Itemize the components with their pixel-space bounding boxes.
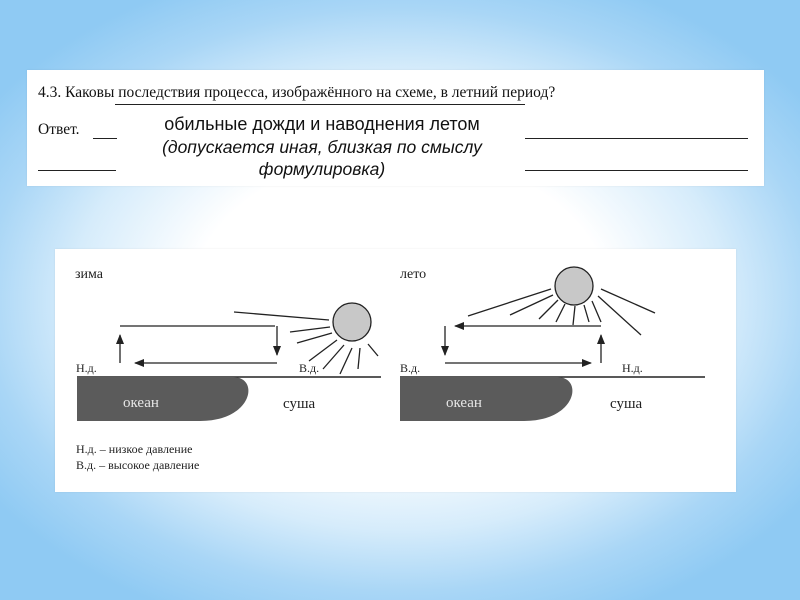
legend-high-pressure: В.д. – высокое давление	[76, 458, 200, 472]
legend-low-pressure: Н.д. – низкое давление	[76, 442, 193, 456]
answer-label: Ответ.	[38, 121, 80, 138]
answer-blank-short	[93, 138, 117, 139]
winter-title: зима	[75, 267, 103, 282]
answer-blank-left-2	[38, 170, 116, 171]
winter-panel	[75, 267, 381, 421]
summer-panel	[400, 267, 705, 421]
summer-title: лето	[400, 267, 427, 282]
summer-sun-icon	[468, 267, 655, 335]
summer-right-pressure: Н.д.	[622, 361, 643, 375]
monsoon-diagram	[55, 249, 736, 492]
question-card	[27, 70, 764, 186]
answer-note-text: (допускается иная, близкая по смыслу формулировка)	[162, 137, 482, 179]
summer-ocean-shape	[400, 377, 572, 421]
winter-ocean-label: океан	[123, 395, 159, 411]
winter-ocean-shape	[77, 377, 248, 421]
question-text: 4.3. Каковы последствия процесса, изображённого на схеме, в летний период?	[38, 84, 556, 101]
monsoon-diagram-svg	[55, 249, 736, 492]
winter-land-label: суша	[283, 396, 316, 412]
answer-main-text: обильные дожди и наводнения летом	[164, 114, 480, 134]
summer-ocean-label: океан	[446, 395, 482, 411]
winter-right-pressure: В.д.	[299, 361, 320, 375]
answer-blank-right-2	[525, 170, 748, 171]
summer-left-pressure: В.д.	[400, 361, 421, 375]
question-underline	[115, 104, 525, 105]
winter-left-pressure: Н.д.	[76, 361, 97, 375]
answer-blank-right-1	[525, 138, 748, 139]
summer-land-label: суша	[610, 396, 643, 412]
